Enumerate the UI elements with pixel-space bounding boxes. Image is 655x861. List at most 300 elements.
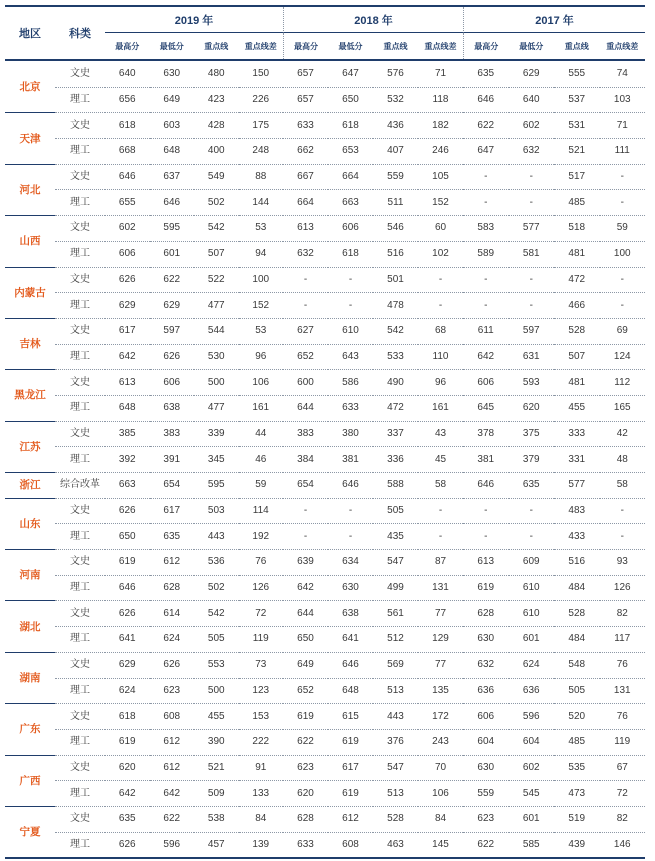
key-line-diff-cell: 44 — [239, 421, 284, 447]
max-score-cell: 627 — [283, 318, 328, 344]
max-score-cell: 655 — [105, 189, 150, 215]
key-line-cell: 483 — [554, 498, 600, 524]
key-line-cell: 521 — [194, 755, 239, 781]
max-score-cell: 626 — [105, 267, 150, 293]
max-score-cell: - — [463, 267, 509, 293]
max-score-cell: - — [463, 189, 509, 215]
key-line-cell: 333 — [554, 421, 600, 447]
region-name: 浙江 — [5, 472, 55, 498]
key-line-diff-cell: 161 — [239, 395, 284, 421]
key-line-diff-cell: 146 — [600, 832, 646, 858]
min-score-cell: 610 — [328, 318, 373, 344]
min-score-cell: 609 — [509, 549, 555, 575]
min-score-cell: 650 — [328, 87, 373, 113]
min-score-cell: 383 — [150, 421, 195, 447]
key-line-diff-cell: 126 — [239, 575, 284, 601]
max-score-cell: 668 — [105, 138, 150, 164]
key-line-cell: 537 — [554, 87, 600, 113]
min-score-cell: 643 — [328, 344, 373, 370]
key-line-cell: 517 — [554, 164, 600, 190]
key-line-cell: 336 — [373, 446, 418, 472]
min-score-cell: 628 — [150, 575, 195, 601]
category-label: 文史 — [55, 112, 105, 138]
key-line-cell: 466 — [554, 292, 600, 318]
region-name: 河南 — [5, 549, 55, 600]
min-score-cell: 604 — [509, 729, 555, 755]
min-score-cell: 635 — [150, 523, 195, 549]
year-header-2019: 2019 年 — [105, 7, 283, 33]
key-line-cell: 535 — [554, 755, 600, 781]
key-line-cell: 503 — [194, 498, 239, 524]
max-score-cell: 619 — [463, 575, 509, 601]
key-line-diff-cell: 102 — [418, 241, 463, 267]
key-line-cell: 480 — [207, 67, 225, 79]
key-line-cell: 516 — [554, 549, 600, 575]
region-name: 北京 — [19, 80, 41, 93]
category-label: 文史 — [55, 498, 105, 524]
key-line-cell: 331 — [554, 446, 600, 472]
min-score-cell: 634 — [328, 549, 373, 575]
key-line-cell: 507 — [554, 344, 600, 370]
max-score-cell: 606 — [105, 241, 150, 267]
key-line-cell: 511 — [373, 189, 418, 215]
min-score-cell: - — [509, 164, 555, 190]
key-line-cell: 455 — [554, 395, 600, 421]
key-line-diff-cell: 131 — [418, 575, 463, 601]
min-score-cell: - — [509, 292, 555, 318]
key-line-cell: 513 — [373, 678, 418, 704]
key-line-diff-cell: 76 — [600, 703, 646, 729]
min-score-cell: 608 — [328, 832, 373, 858]
max-score-cell: 633 — [283, 112, 328, 138]
min-score-cell: 623 — [150, 678, 195, 704]
max-score-cell: 381 — [463, 446, 509, 472]
min-score-cell: 596 — [509, 703, 555, 729]
max-score-cell: - — [463, 164, 509, 190]
min-score-cell: 597 — [509, 318, 555, 344]
key-line-cell: 428 — [194, 112, 239, 138]
key-line-diff-cell: 124 — [600, 344, 646, 370]
min-score-cell: 585 — [509, 832, 555, 858]
max-score-cell: 613 — [283, 215, 328, 241]
category-label: 文史 — [55, 267, 105, 293]
min-score-cell: 610 — [509, 600, 555, 626]
key-line-cell: 423 — [194, 87, 239, 113]
key-line-diff-cell: 73 — [239, 652, 284, 678]
max-score-cell: 635 — [477, 67, 495, 79]
key-line-cell: 501 — [373, 267, 418, 293]
key-line-cell: 595 — [194, 472, 239, 498]
key-line-cell: 439 — [554, 832, 600, 858]
category-label: 文史 — [55, 652, 105, 678]
min-score-cell: - — [509, 498, 555, 524]
min-score-cell: - — [328, 498, 373, 524]
min-score-cell: 601 — [509, 806, 555, 832]
max-score-cell: 663 — [105, 472, 150, 498]
max-score-cell: - — [463, 292, 509, 318]
max-score-cell: 384 — [283, 446, 328, 472]
key-line-cell: 478 — [373, 292, 418, 318]
max-score-cell: 654 — [283, 472, 328, 498]
key-line-cell: 548 — [554, 652, 600, 678]
max-score-cell: 619 — [105, 729, 150, 755]
min-score-cell: 638 — [328, 600, 373, 626]
min-score-cell: 380 — [328, 421, 373, 447]
min-score-cell: 545 — [509, 780, 555, 806]
key-line-cell: 532 — [373, 87, 418, 113]
min-score-cell: 612 — [150, 549, 195, 575]
category-label: 文史 — [55, 318, 105, 344]
category-label: 理工 — [55, 832, 105, 858]
key-line-diff-cell: 153 — [239, 703, 284, 729]
max-score-cell: - — [463, 498, 509, 524]
max-score-cell: 635 — [105, 806, 150, 832]
key-line-diff-cell: 226 — [239, 87, 284, 113]
min-score-cell: 646 — [328, 652, 373, 678]
min-score-cell: - — [509, 189, 555, 215]
category-column-header: 科类 — [69, 28, 91, 40]
category-label: 理工 — [55, 780, 105, 806]
max-score-cell: 617 — [105, 318, 150, 344]
region-name: 江苏 — [5, 421, 55, 472]
key-line-diff-cell: 165 — [600, 395, 646, 421]
key-line-diff-cell: - — [600, 164, 646, 190]
key-line-diff-cell: 96 — [418, 369, 463, 395]
key-line-diff-cell: 105 — [418, 164, 463, 190]
category-label: 理工 — [55, 87, 105, 113]
max-score-cell: 606 — [463, 369, 509, 395]
key-line-cell: 521 — [554, 138, 600, 164]
min-score-cell: 654 — [150, 472, 195, 498]
key-line-diff-cell: 152 — [418, 189, 463, 215]
key-line-cell: 522 — [194, 267, 239, 293]
category-label: 文史 — [55, 806, 105, 832]
min-score-cell: 640 — [509, 87, 555, 113]
category-label: 理工 — [55, 678, 105, 704]
key-line-diff-cell: 58 — [418, 472, 463, 498]
max-score-cell: 641 — [105, 626, 150, 652]
max-score-cell: 630 — [463, 626, 509, 652]
key-line-cell: 528 — [554, 318, 600, 344]
key-line-cell: 505 — [373, 498, 418, 524]
key-line-cell: 345 — [194, 446, 239, 472]
key-line-diff-cell: 106 — [239, 369, 284, 395]
max-score-cell: 623 — [463, 806, 509, 832]
key-line-diff-cell: 45 — [418, 446, 463, 472]
min-score-cell: 595 — [150, 215, 195, 241]
key-line-diff-cell: 161 — [418, 395, 463, 421]
category-label: 理工 — [55, 626, 105, 652]
max-score-cell: 622 — [463, 112, 509, 138]
key-line-diff-cell: 42 — [600, 421, 646, 447]
min-score-cell: 596 — [150, 832, 195, 858]
max-score-cell: 645 — [463, 395, 509, 421]
key-line-cell: 507 — [194, 241, 239, 267]
key-line-cell: 443 — [373, 703, 418, 729]
max-score-cell: 656 — [105, 87, 150, 113]
max-score-cell: 633 — [283, 832, 328, 858]
region-name: 黑龙江 — [5, 369, 55, 420]
key-line-diff-cell: 58 — [600, 472, 646, 498]
max-score-cell: 559 — [463, 780, 509, 806]
max-score-cell: 650 — [283, 626, 328, 652]
key-line-cell: 407 — [373, 138, 418, 164]
min-score-cell: 663 — [328, 189, 373, 215]
max-score-cell: 602 — [105, 215, 150, 241]
max-score-cell: 629 — [105, 292, 150, 318]
category-label: 文史 — [55, 421, 105, 447]
max-score-cell: 626 — [105, 832, 150, 858]
min-score-cell: 646 — [150, 189, 195, 215]
min-score-cell: 648 — [328, 678, 373, 704]
key-line-diff-cell: 74 — [616, 67, 628, 79]
key-line-cell: 481 — [554, 241, 600, 267]
key-line-diff-cell: - — [600, 267, 646, 293]
key-line-cell: 473 — [554, 780, 600, 806]
max-score-cell: 619 — [283, 703, 328, 729]
key-line-diff-cell: 222 — [239, 729, 284, 755]
region-name: 广西 — [5, 755, 55, 806]
min-score-cell: 633 — [328, 395, 373, 421]
min-score-cell: 606 — [328, 215, 373, 241]
key-line-diff-cell: 123 — [239, 678, 284, 704]
key-line-diff-cell: 60 — [418, 215, 463, 241]
max-score-cell: 613 — [463, 549, 509, 575]
key-line-diff-cell: 175 — [239, 112, 284, 138]
key-line-diff-cell: 103 — [600, 87, 646, 113]
key-line-diff-cell: 84 — [418, 806, 463, 832]
max-score-cell: 383 — [283, 421, 328, 447]
min-score-cell: - — [509, 523, 555, 549]
max-score-cell: 646 — [105, 575, 150, 601]
category-label: 文史 — [55, 600, 105, 626]
min-score-cell: 649 — [150, 87, 195, 113]
key-line-diff-cell: 93 — [600, 549, 646, 575]
key-line-diff-cell: 76 — [600, 652, 646, 678]
region-name: 内蒙古 — [5, 267, 55, 318]
max-score-cell: 623 — [283, 755, 328, 781]
max-score-cell: 642 — [463, 344, 509, 370]
min-score-cell: 581 — [509, 241, 555, 267]
key-line-cell: 484 — [554, 575, 600, 601]
min-score-header: 最低分 — [159, 41, 184, 51]
category-label: 文史 — [55, 215, 105, 241]
key-line-cell: 400 — [194, 138, 239, 164]
key-line-cell: 542 — [373, 318, 418, 344]
key-line-cell: 485 — [554, 189, 600, 215]
max-score-cell: 628 — [463, 600, 509, 626]
key-line-diff-cell: 100 — [239, 267, 284, 293]
key-line-cell: 505 — [194, 626, 239, 652]
min-score-cell: 615 — [328, 703, 373, 729]
key-line-diff-cell: 59 — [600, 215, 646, 241]
key-line-diff-cell: 152 — [239, 292, 284, 318]
key-line-cell: 509 — [194, 780, 239, 806]
key-line-diff-cell: 71 — [600, 112, 646, 138]
region-name: 宁夏 — [5, 806, 55, 857]
key-line-diff-cell: 67 — [600, 755, 646, 781]
min-score-cell: 624 — [509, 652, 555, 678]
key-line-diff-cell: 77 — [418, 600, 463, 626]
key-line-cell: 502 — [194, 189, 239, 215]
category-label: 理工 — [55, 189, 105, 215]
key-line-cell: 505 — [554, 678, 600, 704]
max-score-cell: 644 — [283, 395, 328, 421]
key-line-cell: 472 — [554, 267, 600, 293]
min-score-cell: 638 — [150, 395, 195, 421]
max-score-cell: 628 — [283, 806, 328, 832]
key-line-cell: 544 — [194, 318, 239, 344]
key-line-diff-cell: 126 — [600, 575, 646, 601]
min-score-cell: 612 — [150, 755, 195, 781]
key-line-diff-cell: 71 — [434, 67, 447, 79]
max-score-cell: 652 — [283, 678, 328, 704]
key-line-diff-cell: 76 — [239, 549, 284, 575]
max-score-cell: 646 — [463, 472, 509, 498]
region-name: 吉林 — [5, 318, 55, 369]
key-line-diff-cell: 53 — [239, 215, 284, 241]
key-line-cell: 530 — [194, 344, 239, 370]
max-score-cell: 604 — [463, 729, 509, 755]
key-line-cell: 533 — [373, 344, 418, 370]
key-line-diff-header: 重点线差 — [424, 41, 457, 51]
min-score-cell: 606 — [150, 369, 195, 395]
key-line-diff-cell: 243 — [418, 729, 463, 755]
max-score-cell: 640 — [118, 67, 136, 79]
min-score-cell: - — [328, 267, 373, 293]
category-label: 理工 — [55, 446, 105, 472]
key-line-cell: 490 — [373, 369, 418, 395]
category-label: 文史 — [70, 67, 90, 79]
table-header — [5, 5, 645, 61]
key-line-diff-cell: 70 — [418, 755, 463, 781]
region-column-header: 地区 — [19, 28, 41, 40]
max-score-cell: 618 — [105, 703, 150, 729]
max-score-cell: 378 — [463, 421, 509, 447]
key-line-diff-header: 重点线差 — [606, 41, 639, 51]
min-score-cell: 653 — [328, 138, 373, 164]
key-line-header: 重点线 — [564, 41, 589, 51]
max-score-cell: 600 — [283, 369, 328, 395]
region-name: 山东 — [5, 498, 55, 549]
min-score-cell: 617 — [328, 755, 373, 781]
key-line-diff-cell: 82 — [600, 600, 646, 626]
max-score-cell: 630 — [463, 755, 509, 781]
key-line-diff-cell: 119 — [239, 626, 284, 652]
key-line-cell: 519 — [554, 806, 600, 832]
key-line-cell: 513 — [373, 780, 418, 806]
region-name: 湖北 — [5, 600, 55, 651]
max-score-cell: 649 — [283, 652, 328, 678]
min-score-cell: 614 — [150, 600, 195, 626]
key-line-diff-cell: 248 — [239, 138, 284, 164]
key-line-diff-cell: 172 — [418, 703, 463, 729]
region-name: 广东 — [5, 703, 55, 754]
key-line-header: 重点线 — [383, 41, 408, 51]
key-line-cell: 457 — [194, 832, 239, 858]
min-score-cell: 617 — [150, 498, 195, 524]
key-line-cell: 542 — [194, 600, 239, 626]
key-line-diff-cell: 144 — [239, 189, 284, 215]
key-line-cell: 547 — [373, 755, 418, 781]
max-score-cell: 613 — [105, 369, 150, 395]
key-line-diff-cell: 53 — [239, 318, 284, 344]
key-line-cell: 484 — [554, 626, 600, 652]
category-label: 理工 — [55, 395, 105, 421]
min-score-cell: 632 — [509, 138, 555, 164]
key-line-diff-cell: - — [600, 292, 646, 318]
category-label: 文史 — [55, 755, 105, 781]
min-score-cell: 601 — [509, 626, 555, 652]
min-score-header: 最低分 — [338, 41, 363, 51]
min-score-cell: 630 — [328, 575, 373, 601]
max-score-cell: 622 — [463, 832, 509, 858]
max-score-cell: - — [283, 267, 328, 293]
max-score-cell: 646 — [105, 164, 150, 190]
key-line-diff-cell: - — [418, 267, 463, 293]
key-line-diff-cell: 246 — [418, 138, 463, 164]
key-line-cell: 436 — [373, 112, 418, 138]
key-line-diff-cell: 82 — [600, 806, 646, 832]
max-score-header: 最高分 — [283, 33, 328, 59]
key-line-cell: 542 — [194, 215, 239, 241]
key-line-diff-cell: 46 — [239, 446, 284, 472]
min-score-cell: 381 — [328, 446, 373, 472]
key-line-cell: 390 — [194, 729, 239, 755]
key-line-diff-cell: 118 — [418, 87, 463, 113]
max-score-cell: 626 — [105, 600, 150, 626]
min-score-cell: 626 — [150, 344, 195, 370]
key-line-cell: 559 — [373, 164, 418, 190]
category-label: 文史 — [55, 549, 105, 575]
max-score-cell: 589 — [463, 241, 509, 267]
category-label: 理工 — [55, 138, 105, 164]
key-line-cell: 502 — [194, 575, 239, 601]
key-line-diff-cell: 192 — [239, 523, 284, 549]
max-score-cell: 629 — [105, 652, 150, 678]
key-line-cell: 546 — [373, 215, 418, 241]
min-score-cell: 626 — [150, 652, 195, 678]
key-line-diff-cell: 94 — [239, 241, 284, 267]
min-score-cell: 612 — [150, 729, 195, 755]
key-line-cell: 538 — [194, 806, 239, 832]
max-score-cell: 664 — [283, 189, 328, 215]
category-label: 理工 — [55, 523, 105, 549]
key-line-header: 重点线 — [204, 41, 229, 51]
key-line-diff-cell: 43 — [418, 421, 463, 447]
max-score-cell: 618 — [105, 112, 150, 138]
max-score-cell: 583 — [463, 215, 509, 241]
key-line-diff-cell: 96 — [239, 344, 284, 370]
key-line-diff-cell: 117 — [600, 626, 646, 652]
max-score-cell: 646 — [463, 87, 509, 113]
key-line-diff-cell: - — [600, 189, 646, 215]
max-score-cell: 648 — [105, 395, 150, 421]
key-line-cell: 463 — [373, 832, 418, 858]
max-score-cell: 620 — [105, 755, 150, 781]
min-score-cell: 629 — [522, 67, 540, 79]
min-score-cell: 602 — [509, 112, 555, 138]
max-score-cell: 624 — [105, 678, 150, 704]
min-score-cell: 375 — [509, 421, 555, 447]
region-name: 山西 — [5, 215, 55, 266]
key-line-diff-cell: 129 — [418, 626, 463, 652]
max-score-cell: 639 — [283, 549, 328, 575]
key-line-cell: 588 — [373, 472, 418, 498]
min-score-cell: 603 — [150, 112, 195, 138]
min-score-cell: 601 — [150, 241, 195, 267]
min-score-cell: 619 — [328, 780, 373, 806]
